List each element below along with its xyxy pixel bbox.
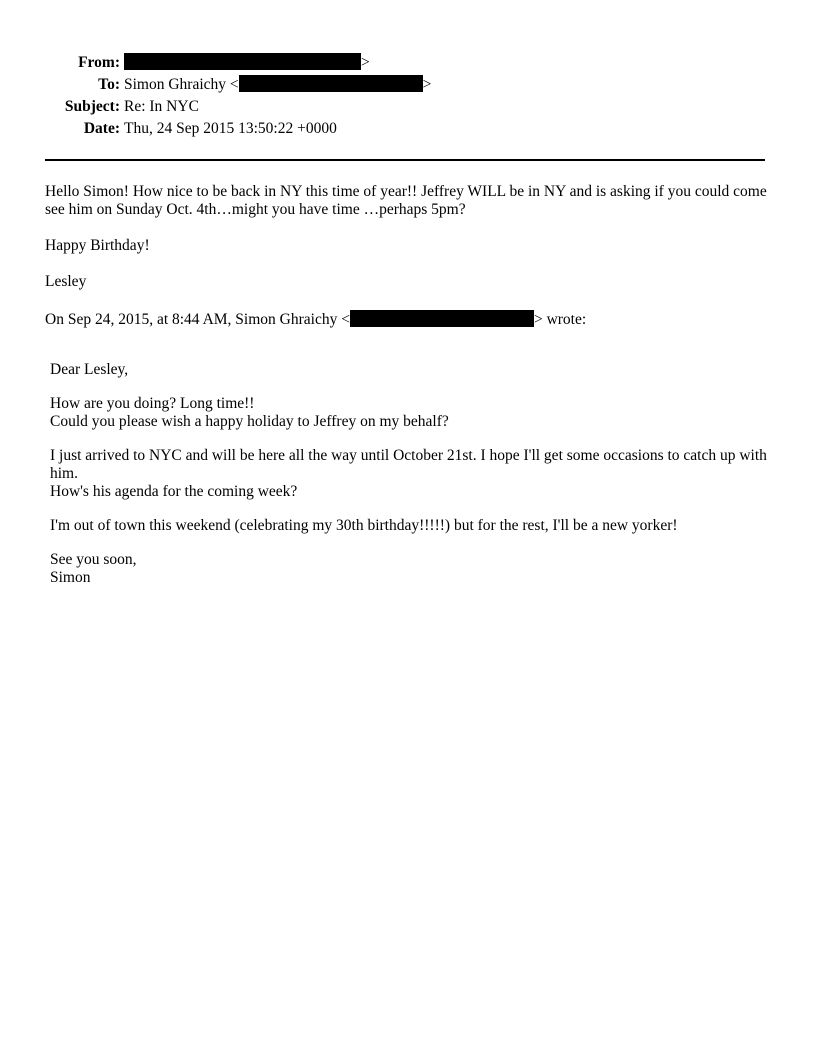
subject-value: Re: In NYC <box>124 98 199 115</box>
to-label: To: <box>98 76 120 93</box>
quoted-line-4: How's his agenda for the coming week? <box>50 483 298 500</box>
reply-signature: Lesley <box>45 273 87 290</box>
from-value <box>124 53 370 73</box>
redaction-box <box>239 75 423 92</box>
to-name: Simon Ghraichy < <box>124 76 239 93</box>
to-row <box>0 75 816 97</box>
quoted-closing-1: See you soon, <box>50 551 137 568</box>
reply-paragraph-1: Hello Simon! How nice to be back in NY this time of year!! Jeffrey WILL be in NY and is asking if you could come see him on Sunday Oct. 4th…might you have time …perhaps 5pm? <box>45 183 767 218</box>
to-suffix: > <box>422 76 432 93</box>
reply-paragraph-2: Happy Birthday! <box>45 237 150 254</box>
quoted-greeting: Dear Lesley, <box>50 361 129 378</box>
from-suffix: > <box>361 54 370 71</box>
subject-row <box>0 97 816 119</box>
header-divider <box>45 159 765 161</box>
redaction-box <box>124 53 361 70</box>
quoted-line-5: I'm out of town this weekend (celebrating my 30th birthday!!!!!) but for the rest, I'll be a new yorker! <box>50 517 678 534</box>
reply-attribution <box>45 310 767 329</box>
attribution-prefix: On Sep 24, 2015, at 8:44 AM, Simon Ghraichy < <box>45 311 350 328</box>
email-header <box>0 53 816 141</box>
attribution-suffix: > wrote: <box>533 311 587 328</box>
redaction-box <box>350 310 534 327</box>
quoted-line-1: How are you doing? Long time!! <box>50 395 255 412</box>
quoted-closing-2: Simon <box>50 569 91 586</box>
to-value <box>124 75 431 95</box>
date-label: Date: <box>83 120 120 137</box>
from-label: From: <box>78 54 120 71</box>
subject-label: Subject: <box>64 98 120 115</box>
quoted-line-3: I just arrived to NYC and will be here all the way until October 21st. I hope I'll get some occasions to catch up with him. <box>50 447 767 482</box>
quoted-line-2: Could you please wish a happy holiday to Jeffrey on my behalf? <box>50 413 449 430</box>
date-value: Thu, 24 Sep 2015 13:50:22 +0000 <box>124 120 337 137</box>
date-row <box>0 119 816 141</box>
from-row <box>0 53 816 75</box>
